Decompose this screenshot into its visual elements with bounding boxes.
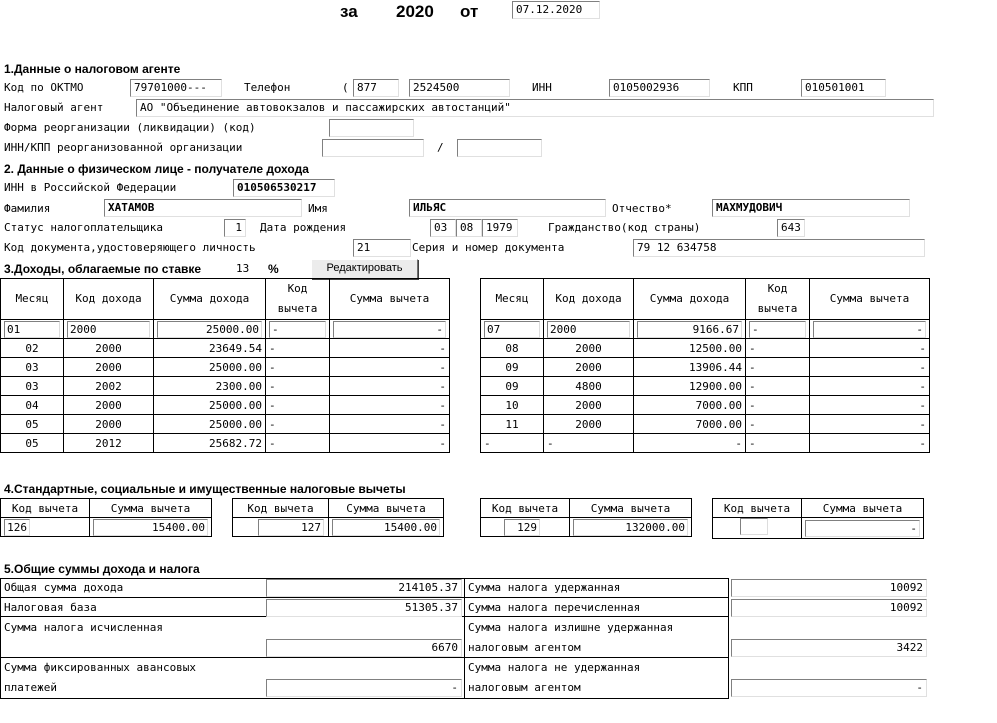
report-date-field[interactable]: 07.12.2020 <box>512 1 600 19</box>
month-cell: - <box>481 434 544 453</box>
deduction-sum-input[interactable]: - <box>805 520 920 537</box>
month-cell: 04 <box>1 396 64 415</box>
deduction-code-header: Код вычета <box>233 499 329 518</box>
notwithheld-label-1: Сумма налога не удержанная <box>468 661 641 674</box>
deduction-sum-header: Сумма вычета <box>90 499 212 518</box>
reorg-innkpp-label: ИНН/КПП реорганизованной организации <box>4 141 243 154</box>
deduction-code-cell: - <box>746 415 810 434</box>
deduction-code-cell: - <box>746 434 810 453</box>
section1-header: 1.Данные о налоговом агенте <box>4 62 181 76</box>
deduction-code-header: Код вычета <box>1 499 90 518</box>
deduction-sum-header: Сумма вычета <box>329 499 444 518</box>
table-row[interactable] <box>481 396 930 415</box>
phone-paren: ( <box>342 81 349 94</box>
phone-label: Телефон <box>244 81 291 94</box>
total-income-field[interactable]: 214105.37 <box>266 579 462 597</box>
col-income-sum: Сумма дохода <box>154 279 266 320</box>
dob-label: Дата рождения <box>260 221 347 234</box>
month-input[interactable]: 01 <box>4 321 60 338</box>
deduction-code-cell: - <box>266 377 330 396</box>
table-row[interactable] <box>1 415 450 434</box>
income-code-input[interactable]: 2000 <box>547 321 630 338</box>
deduction-sum-header: Сумма вычета <box>802 499 924 518</box>
fixed-adv-field[interactable]: - <box>266 679 462 697</box>
income-code-input[interactable]: 2000 <box>67 321 150 338</box>
table-row[interactable] <box>1 339 450 358</box>
income-table-right <box>480 278 930 453</box>
deduction-sum-header: Сумма вычета <box>570 499 692 518</box>
table-row[interactable] <box>481 434 930 453</box>
total-income-label: Общая сумма дохода <box>4 581 124 594</box>
month-cell: 08 <box>481 339 544 358</box>
oktmo-field[interactable]: 79701000--- <box>130 79 222 97</box>
agent-name-field[interactable]: АО "Объединение автовокзалов и пассажирских автостанций" <box>136 99 934 117</box>
income-sum-input[interactable]: 9166.67 <box>637 321 742 338</box>
income-sum-cell: 7000.00 <box>634 396 746 415</box>
kpp-field[interactable]: 010501001 <box>801 79 886 97</box>
income-code-cell: 2000 <box>544 415 634 434</box>
excess-label-2: налоговым агентом <box>468 641 581 654</box>
phone-code-field[interactable]: 877 <box>353 79 399 97</box>
income-sum-cell: 13906.44 <box>634 358 746 377</box>
col-month: Месяц <box>481 279 544 320</box>
income-code-cell: 2000 <box>64 358 154 377</box>
kpp-label: КПП <box>733 81 753 94</box>
month-cell: 05 <box>1 415 64 434</box>
deduction-block-3 <box>480 498 692 537</box>
month-cell: 11 <box>481 415 544 434</box>
deduction-code-header: Код вычета <box>713 499 802 518</box>
income-sum-cell: 7000.00 <box>634 415 746 434</box>
title-ot: от <box>460 2 479 21</box>
table-row[interactable] <box>481 339 930 358</box>
deduction-sum-cell: - <box>810 377 930 396</box>
name-label: Имя <box>308 202 328 215</box>
income-code-cell: 2000 <box>544 358 634 377</box>
deduction-sum-cell: - <box>810 339 930 358</box>
income-sum-cell: 25000.00 <box>154 415 266 434</box>
income-sum-cell: 25682.72 <box>154 434 266 453</box>
income-code-cell: 2000 <box>544 339 634 358</box>
section5-header: 5.Общие суммы дохода и налога <box>4 562 200 576</box>
month-cell: 02 <box>1 339 64 358</box>
deduction-code-input[interactable]: - <box>749 321 806 338</box>
deduction-sum-cell: - <box>810 396 930 415</box>
deduction-sum-cell: - <box>330 415 450 434</box>
col-month: Месяц <box>1 279 64 320</box>
excess-field[interactable]: 3422 <box>731 639 927 657</box>
col-deduction-sum: Сумма вычета <box>810 279 930 320</box>
dob-month-field[interactable]: 08 <box>456 219 482 237</box>
deduction-sum-cell: - <box>330 377 450 396</box>
deduction-sum-cell: - <box>330 434 450 453</box>
withheld-field[interactable]: 10092 <box>731 579 927 597</box>
patronymic-field[interactable]: МАХМУДОВИЧ <box>712 199 910 217</box>
title-za: за <box>340 2 358 21</box>
notwithheld-label-2: налоговым агентом <box>468 681 581 694</box>
income-sum-input[interactable]: 25000.00 <box>157 321 262 338</box>
doc-num-field[interactable]: 79 12 634758 <box>633 239 925 257</box>
doc-num-label: Серия и номер документа <box>412 241 565 254</box>
deduction-code-input[interactable] <box>740 518 768 535</box>
income-sum-cell: 12900.00 <box>634 377 746 396</box>
deduction-code-cell: - <box>266 415 330 434</box>
income-code-cell: 2002 <box>64 377 154 396</box>
deduction-code-cell: - <box>266 339 330 358</box>
income-code-cell: 2012 <box>64 434 154 453</box>
income-code-cell: 2000 <box>64 339 154 358</box>
deduction-code-cell: - <box>746 396 810 415</box>
deduction-sum-input[interactable]: - <box>333 321 446 338</box>
income-code-cell: 4800 <box>544 377 634 396</box>
month-cell: 10 <box>481 396 544 415</box>
deduction-code-input[interactable]: - <box>269 321 326 338</box>
surname-label: Фамилия <box>4 202 51 215</box>
tax-calc-label: Сумма налога исчисленная <box>4 621 163 634</box>
deduction-sum-input[interactable]: 15400.00 <box>93 519 208 536</box>
deduction-block-4 <box>712 498 924 539</box>
doc-code-field[interactable]: 21 <box>353 239 411 257</box>
deduction-code-input[interactable]: 129 <box>504 519 540 536</box>
reorg-slash: / <box>437 141 444 154</box>
reorg-form-field[interactable] <box>329 119 414 137</box>
surname-field[interactable]: ХАТАМОВ <box>104 199 302 217</box>
table-row[interactable] <box>1 377 450 396</box>
person-inn-label: ИНН в Российской Федерации <box>4 181 177 194</box>
deduction-code-input[interactable]: 126 <box>4 519 30 536</box>
deduction-sum-cell: - <box>330 339 450 358</box>
table-row[interactable] <box>481 377 930 396</box>
reorg-inn-field[interactable] <box>322 139 424 157</box>
excess-label-1: Сумма налога излишне удержанная <box>468 621 674 634</box>
income-sum-cell: 25000.00 <box>154 358 266 377</box>
deduction-code-cell: - <box>266 396 330 415</box>
notwithheld-field[interactable]: - <box>731 679 927 697</box>
deduction-sum-input[interactable]: - <box>813 321 926 338</box>
table-row[interactable] <box>481 358 930 377</box>
income-code-cell: - <box>544 434 634 453</box>
deduction-block-1 <box>0 498 212 537</box>
month-cell: 03 <box>1 377 64 396</box>
income-table-left <box>0 278 450 453</box>
deduction-code-cell: - <box>746 358 810 377</box>
deduction-sum-input[interactable]: 132000.00 <box>573 519 688 536</box>
col-income-code: Код дохода <box>544 279 634 320</box>
deduction-sum-cell: - <box>810 415 930 434</box>
month-cell: 09 <box>481 358 544 377</box>
fixed-adv-label-1: Сумма фиксированных авансовых <box>4 661 197 674</box>
table-row[interactable] <box>1 396 450 415</box>
transferred-label: Сумма налога перечисленная <box>468 601 641 614</box>
fixed-adv-label-2: платежей <box>4 681 57 694</box>
citizenship-field[interactable]: 643 <box>777 219 805 237</box>
col-deduction-sum: Сумма вычета <box>330 279 450 320</box>
col-income-code: Код дохода <box>64 279 154 320</box>
col-income-sum: Сумма дохода <box>634 279 746 320</box>
deduction-sum-cell: - <box>810 358 930 377</box>
phone-number-field[interactable]: 2524500 <box>409 79 510 97</box>
reorg-form-label: Форма реорганизации (ликвидации) (код) <box>4 121 256 134</box>
edit-button[interactable]: Редактировать <box>311 259 418 279</box>
deduction-code-cell: - <box>746 339 810 358</box>
agent-inn-label: ИНН <box>532 81 552 94</box>
withheld-label: Сумма налога удержанная <box>468 581 621 594</box>
title-year: 2020 <box>396 2 434 21</box>
income-sum-cell: - <box>634 434 746 453</box>
percent-sign: % <box>268 262 279 276</box>
agent-inn-field[interactable]: 0105002936 <box>609 79 710 97</box>
table-row[interactable] <box>481 320 930 339</box>
deduction-sum-cell: - <box>330 358 450 377</box>
table-row[interactable] <box>1 320 450 339</box>
deduction-sum-cell: - <box>810 434 930 453</box>
table-row[interactable] <box>1 358 450 377</box>
deduction-sum-input[interactable]: 15400.00 <box>332 519 440 536</box>
table-row[interactable] <box>1 434 450 453</box>
section2-header: 2. Данные о физическом лице - получателе дохода <box>4 162 309 176</box>
dob-day-field[interactable]: 03 <box>430 219 456 237</box>
month-input[interactable]: 07 <box>484 321 540 338</box>
tax-base-field[interactable]: 51305.37 <box>266 599 462 617</box>
citizenship-label: Гражданство(код страны) <box>548 221 701 234</box>
patronymic-label: Отчество* <box>612 202 672 215</box>
oktmo-label: Код по ОКТМО <box>4 81 84 94</box>
income-code-cell: 2000 <box>64 415 154 434</box>
col-deduction-code: Код вычета <box>746 279 810 320</box>
col-deduction-code: Код вычета <box>266 279 330 320</box>
deduction-code-cell: - <box>266 434 330 453</box>
income-code-cell: 2000 <box>544 396 634 415</box>
reorg-kpp-field[interactable] <box>457 139 542 157</box>
month-cell: 09 <box>481 377 544 396</box>
deduction-sum-cell: - <box>330 396 450 415</box>
deduction-code-cell: - <box>266 358 330 377</box>
status-field[interactable]: 1 <box>224 219 246 237</box>
dob-year-field[interactable]: 1979 <box>482 219 518 237</box>
tax-calc-field[interactable]: 6670 <box>266 639 462 657</box>
deduction-block-2 <box>232 498 444 537</box>
deduction-code-cell: - <box>746 377 810 396</box>
income-sum-cell: 25000.00 <box>154 396 266 415</box>
deduction-code-header: Код вычета <box>481 499 570 518</box>
status-label: Статус налогоплательщика <box>4 221 163 234</box>
transferred-field[interactable]: 10092 <box>731 599 927 617</box>
income-sum-cell: 23649.54 <box>154 339 266 358</box>
deduction-code-input[interactable]: 127 <box>258 519 324 536</box>
income-sum-cell: 12500.00 <box>634 339 746 358</box>
section3-header: 3.Доходы, облагаемые по ставке <box>4 262 202 276</box>
table-row[interactable] <box>481 415 930 434</box>
month-cell: 03 <box>1 358 64 377</box>
section4-header: 4.Стандартные, социальные и имущественные налоговые вычеты <box>4 482 406 496</box>
month-cell: 05 <box>1 434 64 453</box>
person-inn-field[interactable]: 010506530217 <box>233 179 335 197</box>
income-sum-cell: 2300.00 <box>154 377 266 396</box>
doc-code-label: Код документа,удостоверяющего личность <box>4 241 256 254</box>
name-field[interactable]: ИЛЬЯС <box>409 199 606 217</box>
tax-base-label: Налоговая база <box>4 601 97 614</box>
income-code-cell: 2000 <box>64 396 154 415</box>
agent-label: Налоговый агент <box>4 101 104 114</box>
rate-field[interactable]: 13 <box>232 260 264 278</box>
